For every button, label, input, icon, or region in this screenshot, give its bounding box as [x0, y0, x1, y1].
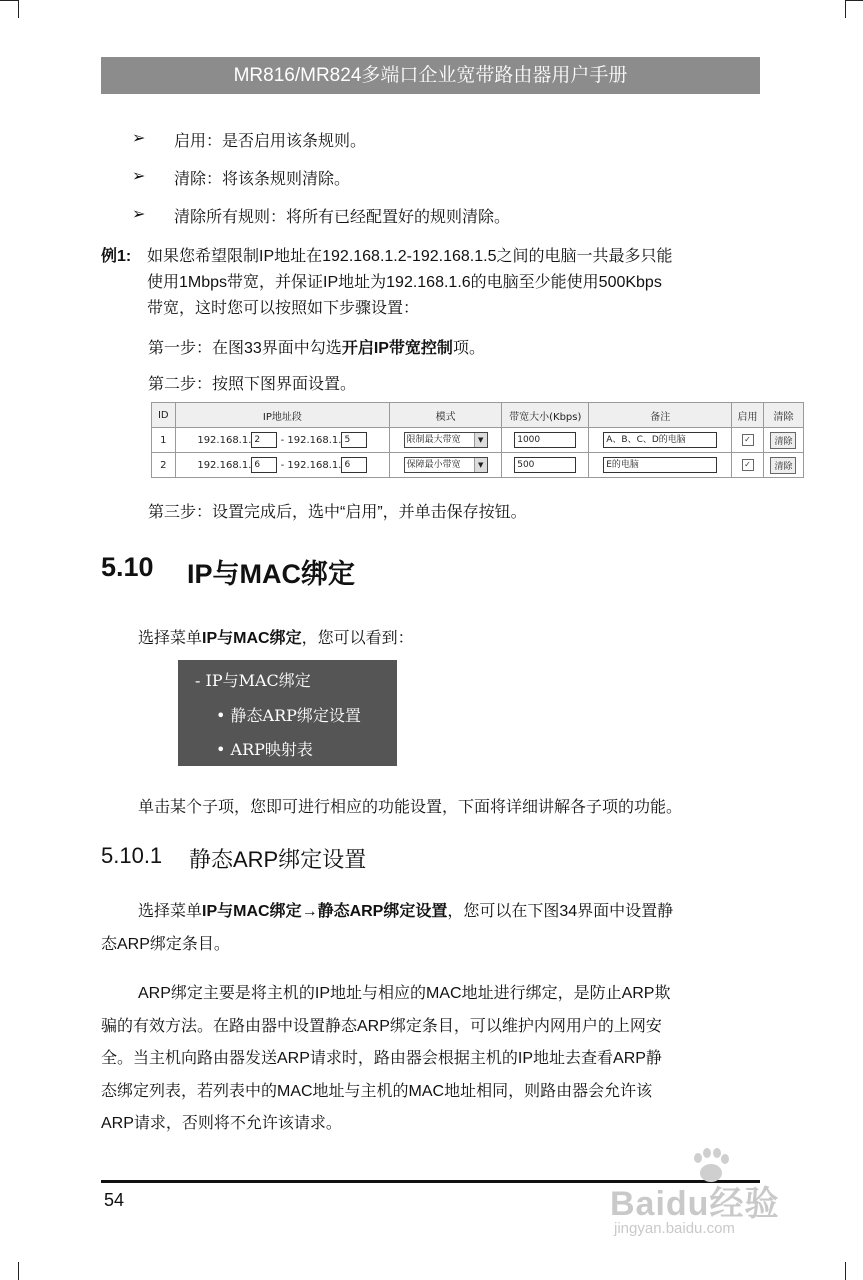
menu-item-static-arp[interactable]: • 静态ARP绑定设置 [216, 706, 361, 725]
step-1-prefix: 第一步：在图33界面中勾选 [148, 340, 342, 357]
step-1 [148, 335, 485, 358]
section-intro [138, 625, 414, 648]
baidu-watermark [600, 1148, 840, 1248]
section-number: 5.10 [101, 552, 154, 582]
arrow-bullet-icon: ➢ [132, 206, 146, 223]
bandwidth-cell [502, 428, 589, 453]
section-name: IP与MAC绑定 [187, 559, 355, 589]
table-row [152, 428, 804, 453]
menu-item-arp-table[interactable]: • ARP映射表 [216, 740, 313, 759]
crop-mark-top-left-v [18, 0, 19, 18]
arp-paragraph-line: 骗的有效方法。在路由器中设置静态ARP绑定条目，可以维护内网用户的上网安 [101, 1018, 662, 1035]
step-1-suffix: 项。 [452, 340, 485, 357]
col-bandwidth: 带宽大小(Kbps) [502, 403, 589, 428]
mode-value: 保障最小带宽 [406, 460, 461, 470]
manual-header [101, 57, 760, 94]
note-cell [589, 453, 732, 478]
bullet-text: 清除所有规则：将所有已经配置好的规则清除。 [174, 209, 511, 226]
enabled-cell [732, 428, 764, 453]
crop-mark-bottom-right-v [845, 1262, 846, 1280]
crop-mark-top-right [845, 0, 863, 1]
arp-paragraph-line: ARP请求，否则将不允许该请求。 [101, 1115, 342, 1132]
intro-suffix: ，您可以看到： [301, 630, 414, 647]
clear-button[interactable]: 清除 [770, 457, 796, 474]
example-line: 使用1Mbps带宽，并保证IP地址为192.168.1.6的电脑至少能使用500Kbps [147, 274, 662, 291]
bullet-text: 清除：将该条规则清除。 [174, 171, 351, 188]
mode-value: 限制最大带宽 [406, 435, 461, 445]
bandwidth-cell [502, 453, 589, 478]
step-2: 第二步：按照下图界面设置。 [148, 376, 357, 393]
ip-dash: - [280, 460, 285, 471]
ip-range-cell [175, 453, 390, 478]
enabled-checkbox[interactable]: ✓ [742, 459, 754, 471]
page-number: 54 [104, 1190, 125, 1210]
mode-cell [390, 453, 502, 478]
arrow-bullet-icon: ➢ [132, 130, 146, 147]
table-header-row [152, 403, 804, 428]
arp-paragraph-line: 态绑定列表，若列表中的MAC地址与主机的MAC地址相同，则路由器会允许该 [101, 1083, 653, 1100]
note-input[interactable]: E的电脑 [603, 457, 717, 473]
clear-button[interactable]: 清除 [770, 432, 796, 449]
clear-cell [763, 453, 803, 478]
ip-prefix: 192.168.1. [197, 460, 252, 471]
ip-start-input[interactable]: 2 [251, 432, 277, 448]
subsection-intro-line2: 态ARP绑定条目。 [101, 936, 230, 953]
row-id: 1 [152, 428, 176, 453]
crop-mark-bottom-left-v [18, 1262, 19, 1280]
example-line: 带宽，这时您可以按照如下步骤设置： [147, 300, 420, 317]
mode-select[interactable] [404, 457, 488, 473]
col-mode: 模式 [390, 403, 502, 428]
section-after-menu: 单击某个子项，您即可进行相应的功能设置，下面将详细讲解各子项的功能。 [138, 799, 683, 816]
crop-mark-top-left [0, 0, 18, 1]
intro-bold: IP与MAC绑定 [202, 630, 302, 647]
col-id: ID [152, 403, 176, 428]
col-clear: 清除 [763, 403, 803, 428]
sub-intro-suffix: ，您可以在下图34界面中设置静 [447, 903, 674, 920]
chevron-down-icon[interactable]: ▼ [474, 433, 487, 447]
ip-prefix: 192.168.1. [197, 435, 252, 446]
subsection-number: 5.10.1 [101, 843, 163, 868]
example-line: 如果您希望限制IP地址在192.168.1.2-192.168.1.5之间的电脑一共最多只能 [147, 248, 673, 265]
ip-dash: - [280, 435, 285, 446]
row-id: 2 [152, 453, 176, 478]
col-ip-range: IP地址段 [175, 403, 390, 428]
subsection-name: 静态ARP绑定设置 [189, 847, 367, 872]
ip-end-input[interactable]: 5 [341, 432, 367, 448]
bandwidth-input[interactable]: 1000 [514, 432, 576, 448]
arp-paragraph-line: 全。当主机向路由器发送ARP请求时，路由器会根据主机的IP地址去查看ARP静 [101, 1050, 662, 1067]
ip-start-input[interactable]: 6 [251, 457, 277, 473]
arp-paragraph-line: ARP绑定主要是将主机的IP地址与相应的MAC地址进行绑定，是防止ARP欺 [138, 985, 671, 1002]
menu-parent-item[interactable]: - IP与MAC绑定 [195, 671, 311, 690]
table-row [152, 453, 804, 478]
subsection-intro-line1 [138, 898, 673, 921]
bullet-text: 启用：是否启用该条规则。 [174, 133, 367, 150]
note-cell [589, 428, 732, 453]
sub-intro-bold: IP与MAC绑定→静态ARP绑定设置 [202, 903, 448, 920]
arrow-bullet-icon: ➢ [132, 168, 146, 185]
mode-select[interactable] [404, 432, 488, 448]
step-3: 第三步：设置完成后，选中“启用”，并单击保存按钮。 [148, 504, 527, 521]
manual-title: MR816/MR824多端口企业宽带路由器用户手册 [233, 65, 628, 86]
example-label: 例1: [101, 248, 132, 265]
bandwidth-input[interactable]: 500 [514, 457, 576, 473]
watermark-logo-text: Baidu经验 [610, 1185, 780, 1223]
enabled-checkbox[interactable]: ✓ [742, 434, 754, 446]
ip-prefix: 192.168.1. [287, 435, 342, 446]
step-1-bold: 开启IP带宽控制 [341, 340, 453, 357]
clear-cell [763, 428, 803, 453]
enabled-cell [732, 453, 764, 478]
sub-intro-prefix: 选择菜单 [138, 903, 203, 920]
bandwidth-rule-table [151, 402, 804, 478]
intro-prefix: 选择菜单 [138, 630, 203, 647]
crop-mark-top-right-v [845, 0, 846, 18]
col-note: 备注 [589, 403, 732, 428]
mode-cell [390, 428, 502, 453]
ip-prefix: 192.168.1. [287, 460, 342, 471]
col-enabled: 启用 [732, 403, 764, 428]
ip-range-cell [175, 428, 390, 453]
watermark-url: jingyan.baidu.com [614, 1220, 735, 1237]
note-input[interactable]: A、B、C、D的电脑 [603, 432, 717, 448]
chevron-down-icon[interactable]: ▼ [474, 458, 487, 472]
menu-screenshot [178, 660, 397, 766]
ip-end-input[interactable]: 6 [341, 457, 367, 473]
